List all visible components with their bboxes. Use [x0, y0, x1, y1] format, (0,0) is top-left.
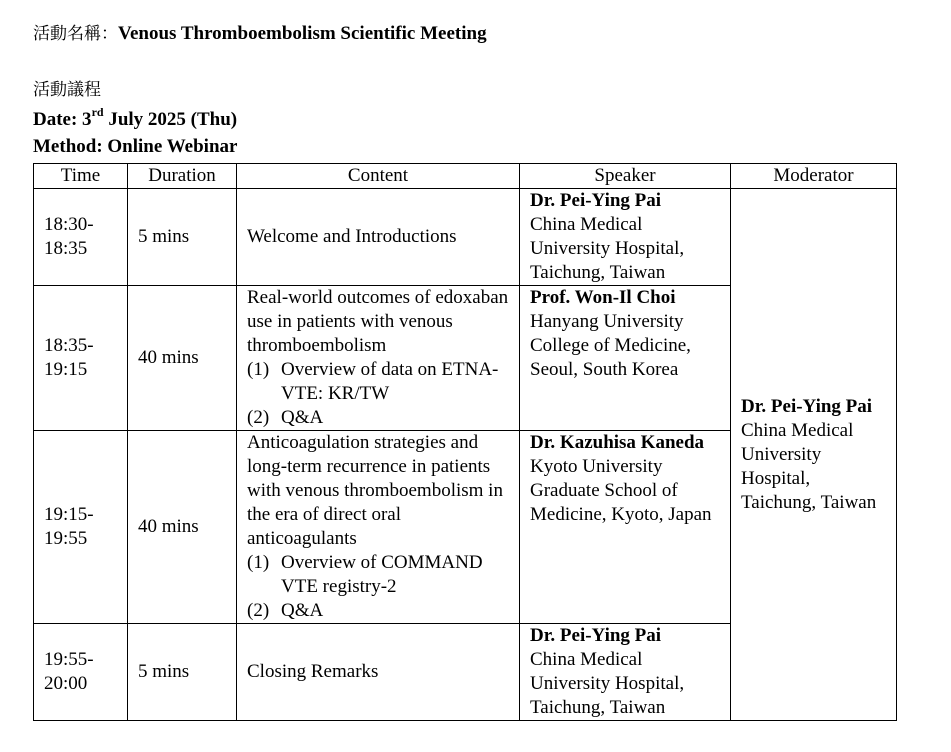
duration-cell: 5 mins [128, 189, 237, 286]
time-cell [34, 624, 128, 721]
content-cell [237, 624, 520, 721]
content-intro: Welcome and Introductions [247, 226, 457, 247]
time-start: 18:30- [44, 214, 94, 235]
header-speaker: Speaker [520, 164, 731, 189]
duration-cell: 5 mins [128, 624, 237, 721]
date-line [33, 104, 238, 132]
speaker-name: Dr. Pei-Ying Pai [530, 190, 662, 211]
speaker-cell [520, 286, 731, 431]
time-cell [34, 286, 128, 431]
speaker-cell [520, 431, 731, 624]
moderator-name: Dr. Pei-Ying Pai [741, 395, 873, 417]
content-list-item [247, 406, 509, 430]
item-number: (1) [247, 552, 270, 573]
content-list-item [247, 551, 509, 599]
event-name: Venous Thromboembolism Scientific Meeting [118, 23, 487, 44]
speaker-cell [520, 624, 731, 721]
event-name-label: 活動名稱： [33, 24, 118, 44]
item-text: Overview of COMMAND VTE registry-2 [281, 552, 483, 597]
content-cell [237, 286, 520, 431]
content-list-item [247, 358, 509, 406]
speaker-affiliation: Kyoto University Graduate School of Medicine, Kyoto, Japan [530, 456, 712, 525]
moderator-cell [731, 189, 897, 721]
date-prefix: Date: 3 [33, 109, 92, 130]
item-number: (2) [247, 407, 270, 428]
content-list [247, 358, 509, 430]
speaker-name: Prof. Won-Il Choi [530, 287, 676, 308]
item-text: Q&A [281, 407, 324, 428]
time-cell [34, 431, 128, 624]
event-name-line [33, 22, 487, 46]
item-number: (2) [247, 600, 270, 621]
agenda-label: 活動議程 [33, 80, 101, 100]
speaker-name: Dr. Kazuhisa Kaneda [530, 432, 705, 453]
time-end: 20:00 [44, 673, 88, 694]
time-start: 19:55- [44, 649, 94, 670]
time-start: 18:35- [44, 335, 94, 356]
duration-cell: 40 mins [128, 431, 237, 624]
table-row [34, 189, 897, 286]
header-moderator: Moderator [731, 164, 897, 189]
time-end: 19:15 [44, 359, 88, 380]
method-line: Method: Online Webinar [33, 136, 238, 157]
content-intro: Closing Remarks [247, 661, 379, 682]
speaker-affiliation: Hanyang University College of Medicine, Seoul, South Korea [530, 311, 691, 380]
agenda-table [33, 163, 897, 721]
speaker-name: Dr. Pei-Ying Pai [530, 625, 662, 646]
moderator-affiliation: China Medical University Hospital, Taichung, Taiwan [741, 419, 877, 513]
time-start: 19:15- [44, 504, 94, 525]
content-cell [237, 431, 520, 624]
content-intro: Anticoagulation strategies and long-term recurrence in patients with venous thromboembolism in the era of direct oral anticoagulants [247, 432, 503, 549]
time-cell [34, 189, 128, 286]
date-superscript: rd [91, 104, 104, 119]
header-duration: Duration [128, 164, 237, 189]
speaker-cell [520, 189, 731, 286]
speaker-affiliation: China Medical University Hospital, Taichung, Taiwan [530, 214, 685, 283]
content-cell [237, 189, 520, 286]
time-end: 19:55 [44, 528, 88, 549]
item-number: (1) [247, 359, 270, 380]
table-header-row [34, 164, 897, 189]
item-text: Overview of data on ETNA-VTE: KR/TW [281, 359, 499, 404]
header-content: Content [237, 164, 520, 189]
duration-cell: 40 mins [128, 286, 237, 431]
time-end: 18:35 [44, 238, 88, 259]
item-text: Q&A [281, 600, 324, 621]
date-suffix: July 2025 (Thu) [103, 109, 238, 130]
content-list-item [247, 599, 509, 623]
header-time: Time [34, 164, 128, 189]
content-list [247, 551, 509, 623]
content-intro: Real-world outcomes of edoxaban use in patients with venous thromboembolism [247, 287, 509, 356]
speaker-affiliation: China Medical University Hospital, Taichung, Taiwan [530, 649, 685, 718]
